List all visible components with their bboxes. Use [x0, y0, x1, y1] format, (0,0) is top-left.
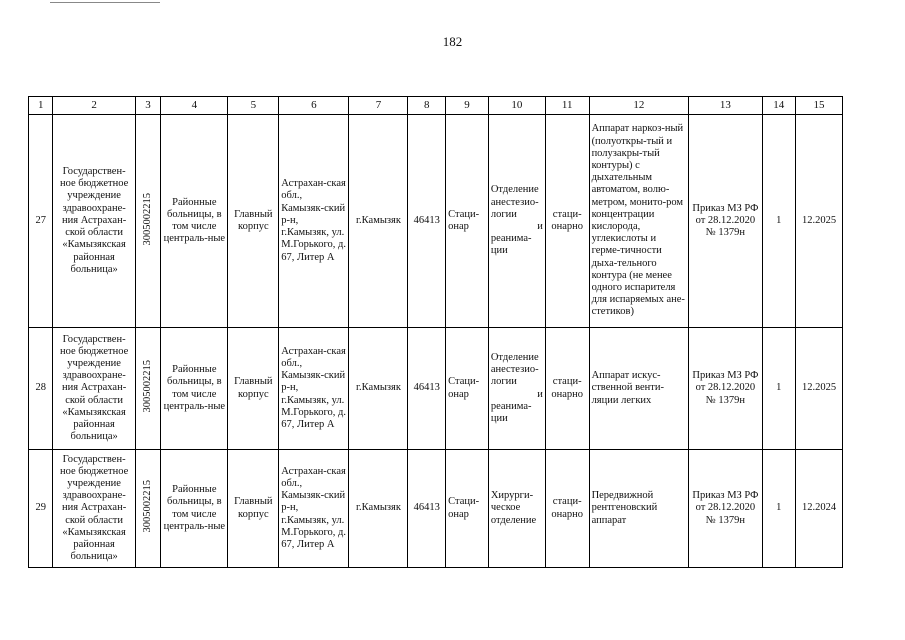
column-header: 14: [762, 97, 796, 115]
organization-code: [135, 450, 160, 568]
oktmo-code: 46413: [408, 328, 446, 450]
organization-name: Государствен-ное бюджетное учреждение здравоохране-ния Астрахан-ской области «Камызякская районная больница»: [53, 450, 135, 568]
column-header: 3: [135, 97, 160, 115]
quantity: 1: [762, 328, 796, 450]
care-mode: стаци-онарно: [545, 450, 589, 568]
column-header: 6: [279, 97, 349, 115]
organization-name: Государствен-ное бюджетное учреждение здравоохране-ния Астрахан-ской области «Камызякская районная больница»: [53, 328, 135, 450]
care-kind: Стаци-онар: [446, 115, 489, 328]
equipment-name: Аппарат наркоз-ный (полуоткры-тый и полузакры-тый контуры) с дыхательным автоматом, волю-метром, монито-ром концентрации кислорода, углекислоты и герме-тичности дыха-тельного контура (не менее одного испарителя для испаряемых ане-стетиков): [589, 115, 689, 328]
column-header: 10: [488, 97, 545, 115]
organization-code-text: 3005002215: [141, 360, 153, 413]
department: [488, 115, 545, 328]
organization-code: [135, 115, 160, 328]
due-date: 12.2025: [796, 115, 843, 328]
facility-type: Районные больницы, в том числе централь-ные: [161, 328, 228, 450]
column-header: 5: [228, 97, 279, 115]
department-line-1: Хирурги-ческое отделение: [490, 490, 537, 526]
department-line-1: Отделение анестезио-логии: [490, 351, 539, 388]
care-mode: стаци-онарно: [545, 115, 589, 328]
department-line-1: Отделение анестезио-логии: [490, 184, 539, 220]
equipment-table: [28, 96, 843, 568]
equipment-name: Аппарат искус-ственной венти-ляции легких: [589, 328, 689, 450]
column-header: 4: [161, 97, 228, 115]
column-header: 7: [349, 97, 408, 115]
city: г.Камызяк: [349, 328, 408, 450]
organization-code-text: 3005002215: [141, 192, 153, 246]
department-line-2: реанима-ции: [490, 233, 532, 257]
organization-code: [135, 328, 160, 450]
column-header: 8: [408, 97, 446, 115]
organization-code-text: 3005002215: [141, 480, 153, 533]
city: г.Камызяк: [349, 450, 408, 568]
department: [488, 328, 545, 450]
column-header: 12: [589, 97, 689, 115]
facility-type: Районные больницы, в том числе централь-ные: [161, 450, 228, 568]
city: г.Камызяк: [349, 115, 408, 328]
table-row: [29, 450, 843, 568]
column-header: 15: [796, 97, 843, 115]
care-kind: Стаци-онар: [446, 328, 489, 450]
due-date: 12.2025: [796, 328, 843, 450]
building: Главный корпус: [228, 328, 279, 450]
regulation-order: Приказ МЗ РФ от 28.12.2020 № 1379н: [689, 115, 762, 328]
quantity: 1: [762, 450, 796, 568]
address: Астрахан-ская обл., Камызяк-ский р-н, г.Камызяк, ул. М.Горького, д. 67, Литер А: [279, 115, 349, 328]
building: Главный корпус: [228, 115, 279, 328]
row-number: 29: [29, 450, 53, 568]
department-conjunction: и: [537, 221, 543, 232]
organization-name: Государствен-ное бюджетное учреждение здравоохране-ния Астрахан-ской области «Камызякская районная больница»: [53, 115, 135, 328]
due-date: 12.2024: [796, 450, 843, 568]
regulation-order: Приказ МЗ РФ от 28.12.2020 № 1379н: [689, 450, 762, 568]
column-number-row: [29, 97, 843, 115]
column-header: 13: [689, 97, 762, 115]
table-row: [29, 328, 843, 450]
row-number: 27: [29, 115, 53, 328]
column-header: 1: [29, 97, 53, 115]
department: [488, 450, 545, 568]
column-header: 9: [446, 97, 489, 115]
building: Главный корпус: [228, 450, 279, 568]
care-kind: Стаци-онар: [446, 450, 489, 568]
column-header: 11: [545, 97, 589, 115]
oktmo-code: 46413: [408, 450, 446, 568]
facility-type: Районные больницы, в том числе централь-ные: [161, 115, 228, 328]
quantity: 1: [762, 115, 796, 328]
department-conjunction: и: [537, 388, 543, 400]
address: Астрахан-ская обл., Камызяк-ский р-н, г.Камызяк, ул. М.Горького, д. 67, Литер А: [279, 450, 349, 568]
page-number: 182: [442, 34, 463, 49]
column-header: 2: [53, 97, 135, 115]
address: Астрахан-ская обл., Камызяк-ский р-н, г.Камызяк, ул. М.Горького, д. 67, Литер А: [279, 328, 349, 450]
department-line-2: реанима-ции: [490, 400, 532, 424]
row-number: 28: [29, 328, 53, 450]
care-mode: стаци-онарно: [545, 328, 589, 450]
equipment-name: Передвижной рентгеновский аппарат: [589, 450, 689, 568]
regulation-order: Приказ МЗ РФ от 28.12.2020 № 1379н: [689, 328, 762, 450]
oktmo-code: 46413: [408, 115, 446, 328]
top-rule: [50, 2, 160, 3]
table-row: [29, 115, 843, 328]
